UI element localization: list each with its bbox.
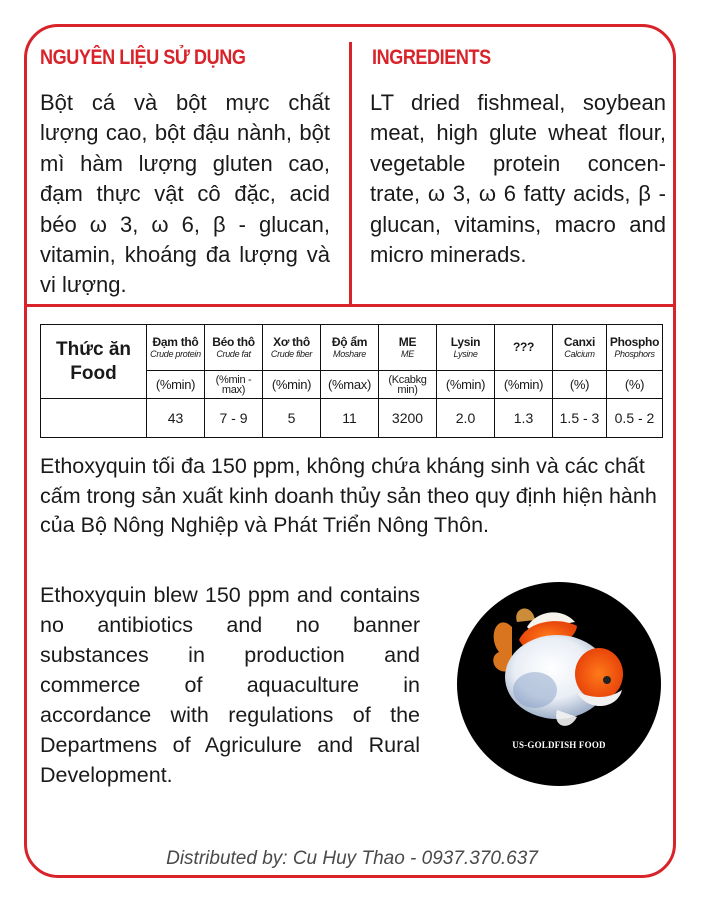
column-header (495, 325, 553, 371)
column-subname: Crude protein (150, 348, 201, 359)
food-label-en: Food (70, 362, 117, 384)
column-header (321, 325, 379, 371)
value-cell: 0.5 - 2 (607, 399, 663, 438)
food-label-cell (41, 325, 147, 399)
ingredients-text-vi: Bột cá và bột mực chất lượng cao, bột đậu nành, bột mì hàm lượng gluten cao, đạm thực vật cô đặc, acid béo ω 3, ω 6, β - glucan, vitamin, khoáng đa lượng và vi lượng. (40, 90, 330, 298)
value-cell: 1.3 (495, 399, 553, 438)
column-header (205, 325, 263, 371)
column-name: Đạm thô (152, 334, 199, 349)
column-name: Lysin (450, 334, 481, 349)
unit-cell: (%) (607, 371, 663, 399)
horizontal-divider (24, 304, 676, 307)
column-header (607, 325, 663, 371)
column-subname: Phosphors (614, 348, 655, 359)
empty-cell (41, 399, 147, 438)
column-subname: Lysine (453, 348, 478, 359)
column-subname: Moshare (333, 348, 366, 359)
column-name: Béo thô (212, 334, 255, 349)
column-subname: ME (401, 348, 414, 359)
column-name: ??? (512, 340, 535, 354)
column-header (553, 325, 607, 371)
column-name: ME (398, 334, 417, 349)
unit-cell: (%) (553, 371, 607, 399)
column-subname: Crude fat (216, 348, 251, 359)
value-cell: 2.0 (437, 399, 495, 438)
column-name: Phospho (609, 334, 660, 349)
column-header (263, 325, 321, 371)
vertical-divider (349, 42, 352, 305)
nutrition-table (40, 324, 663, 438)
goldfish-photo-icon (457, 582, 661, 786)
unit-cell: (%min) (495, 371, 553, 399)
value-cell: 43 (147, 399, 205, 438)
column-subname: Calcium (564, 348, 595, 359)
food-label-vi: Thức ăn (56, 338, 131, 360)
unit-cell: (%min) (263, 371, 321, 399)
column-header (437, 325, 495, 371)
ingredients-heading-vi: NGUYÊN LIỆU SỬ DỤNG (40, 46, 246, 69)
notice-text-vi: Ethoxyquin tối đa 150 ppm, không chứa kháng sinh và các chất cấm trong sản xuất kinh doanh thủy sản theo quy định hiện hành của Bộ Nông Nghiệp và Phát Triển Nông Thôn. (40, 454, 657, 537)
unit-cell: (Kcabkg min) (379, 371, 437, 399)
value-cell: 3200 (379, 399, 437, 438)
column-header (147, 325, 205, 371)
value-cell: 11 (321, 399, 379, 438)
unit-cell: (%max) (321, 371, 379, 399)
column-subname: Crude fiber (270, 348, 313, 359)
ingredients-heading-en: INGREDIENTS (372, 46, 491, 69)
unit-cell: (%min - max) (205, 371, 263, 399)
value-cell: 5 (263, 399, 321, 438)
notice-text-en: Ethoxyquin blew 150 ppm and contains no antibiotics and no banner substances in production and commerce of aquaculture in accordance with regulations of the Departmens of Agriculure and Rural Development. (40, 583, 420, 787)
unit-cell: (%min) (437, 371, 495, 399)
ingredients-text-en: LT dried fishmeal, soybean meat, high glute wheat flour, vegetable protein concen-trate, ω 3, ω 6 fatty acids, β - glucan, vitamins, macro and micro minerads. (370, 90, 666, 268)
value-cell: 1.5 - 3 (553, 399, 607, 438)
column-header (379, 325, 437, 371)
badge-brand-text: US-GOLDFISH FOOD (512, 740, 606, 750)
column-name: Canxi (563, 334, 596, 349)
column-name: Độ ẩm (331, 334, 368, 349)
unit-cell: (%min) (147, 371, 205, 399)
value-cell: 7 - 9 (205, 399, 263, 438)
goldfish-badge (457, 582, 661, 786)
distributor-text: Distributed by: Cu Huy Thao - 0937.370.637 (166, 848, 538, 869)
column-name: Xơ thô (273, 334, 310, 349)
